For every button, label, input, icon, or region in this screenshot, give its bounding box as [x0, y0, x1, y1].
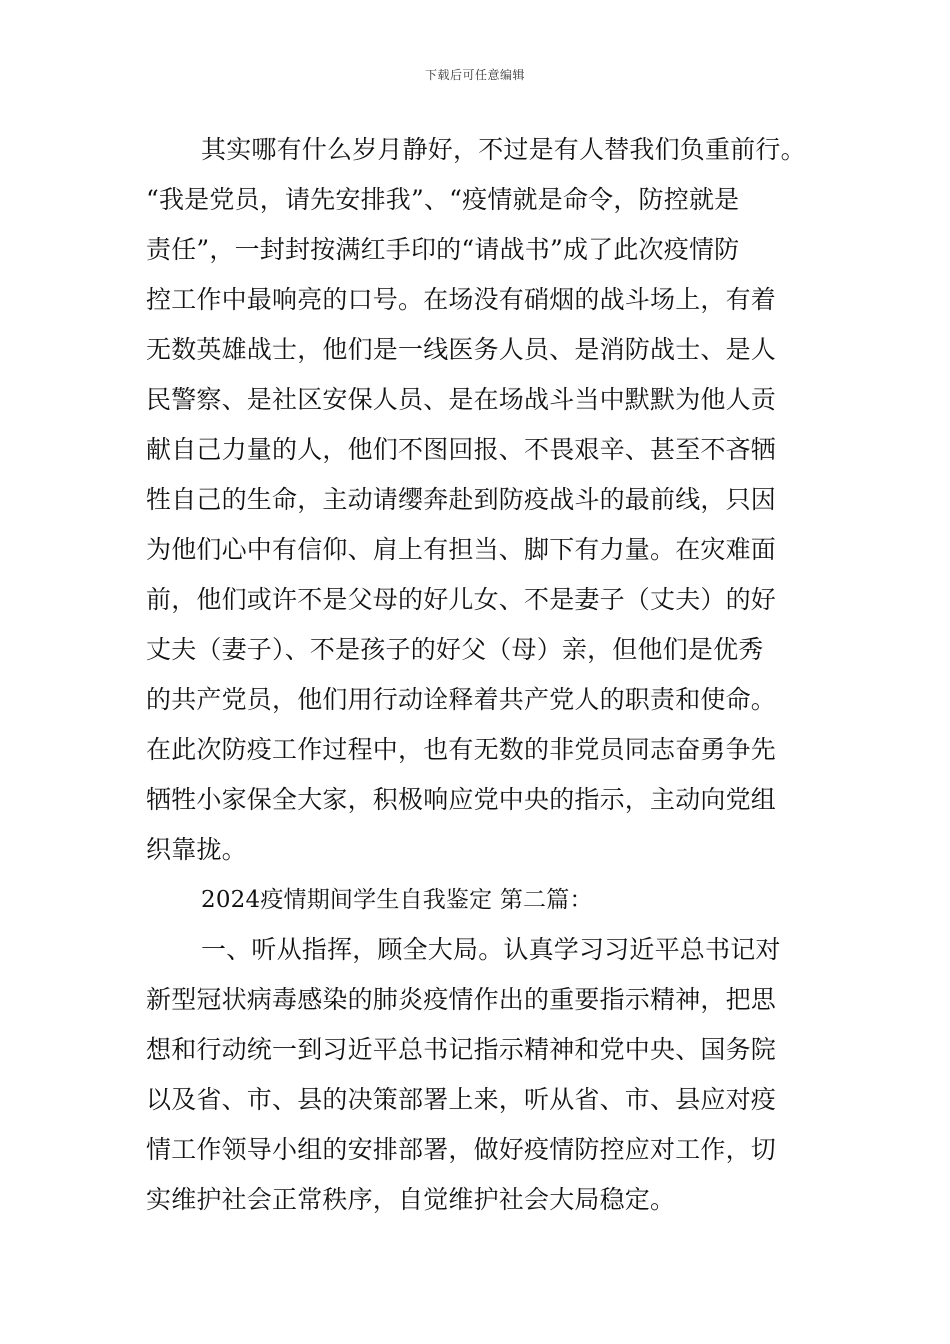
paragraph-line: 前，他们或许不是父母的好儿女、不是妻子（丈夫）的好	[146, 585, 777, 614]
paragraph-line: 无数英雄战士，他们是一线医务人员、是消防战士、是人	[146, 335, 777, 364]
paragraph-line: 织靠拢。	[146, 835, 247, 864]
paragraph-line: 丈夫（妻子）、不是孩子的好父（母）亲，但他们是优秀	[146, 635, 764, 664]
paragraph-line: 的共产党员，他们用行动诠释着共产党人的职责和使命。	[146, 685, 777, 714]
paragraph-line: 牲自己的生命，主动请缨奔赴到防疫战斗的最前线，只因	[146, 485, 777, 514]
paragraph-line: 民警察、是社区安保人员、是在场战斗当中默默为他人贡	[146, 385, 777, 414]
document-body	[146, 125, 811, 1225]
paragraph-line: 实维护社会正常秩序，自觉维护社会大局稳定。	[146, 1185, 676, 1214]
paragraph-line: “我是党员，请先安排我”、“疫情就是命令，防控就是	[146, 185, 740, 214]
section-heading: 2024疫情期间学生自我鉴定 第二篇：	[201, 887, 593, 913]
paragraph-line: 情工作领导小组的安排部署，做好疫情防控应对工作，切	[146, 1135, 777, 1164]
paragraph-line: 其实哪有什么岁月静好，不过是有人替我们负重前行。	[201, 135, 806, 164]
paragraph-line: 献自己力量的人，他们不图回报、不畏艰辛、甚至不吝牺	[146, 435, 777, 464]
paragraph-line: 想和行动统一到习近平总书记指示精神和党中央、国务院	[146, 1035, 777, 1064]
paragraph-line: 为他们心中有信仰、肩上有担当、脚下有力量。在灾难面	[146, 535, 777, 564]
paragraph-line: 新型冠状病毒感染的肺炎疫情作出的重要指示精神，把思	[146, 985, 777, 1014]
paragraph-line: 责任”，一封封按满红手印的“请战书”成了此次疫情防	[146, 235, 740, 264]
paragraph-line: 在此次防疫工作过程中，也有无数的非党员同志奋勇争先	[146, 735, 777, 764]
download-note: 下载后可任意编辑	[424, 68, 525, 82]
paragraph-line: 以及省、市、县的决策部署上来，听从省、市、县应对疫	[146, 1085, 777, 1114]
paragraph-line: 牺牲小家保全大家，积极响应党中央的指示，主动向党组	[146, 785, 777, 814]
paragraph-line: 控工作中最响亮的口号。在场没有硝烟的战斗场上，有着	[146, 285, 777, 314]
paragraph-line: 一、听从指挥，顾全大局。认真学习习近平总书记对	[201, 935, 781, 964]
